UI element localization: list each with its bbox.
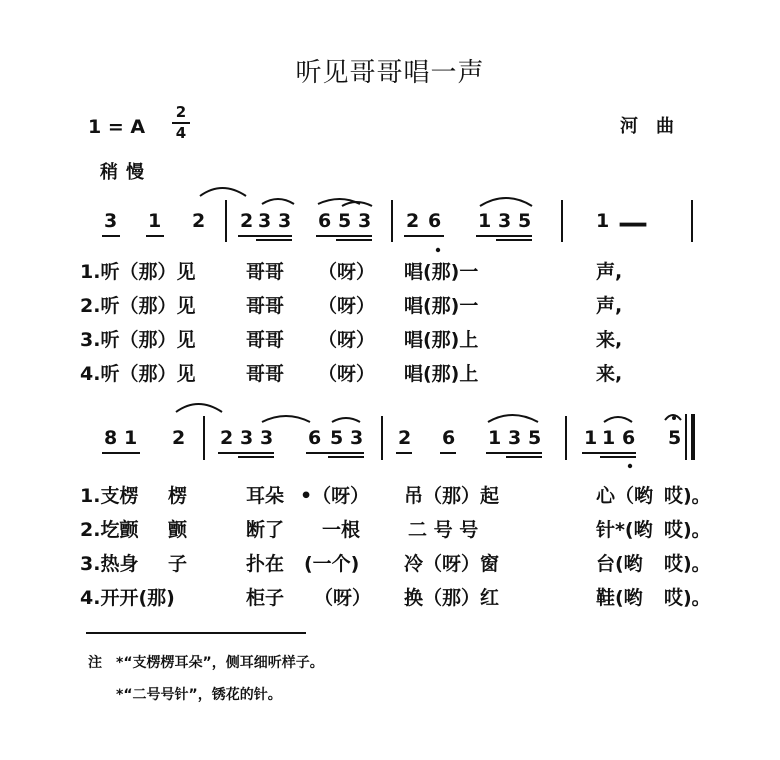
time-signature-bottom: 4 xyxy=(175,124,187,142)
note: 8 xyxy=(104,427,118,449)
lyric-segment: 唱(那)一 xyxy=(404,295,479,317)
lyric-segment: 2.听（那）见 xyxy=(80,295,196,317)
note: 3 xyxy=(104,210,118,232)
lyric-segment: 子 xyxy=(168,553,188,575)
note: 6 xyxy=(622,427,636,449)
note: 3 xyxy=(508,427,522,449)
lyric-segment: 颤 xyxy=(168,519,188,541)
note: 3 xyxy=(240,427,254,449)
lyric-segment: 1.听（那）见 xyxy=(80,261,196,283)
note: 1 xyxy=(148,210,162,232)
note: 3 xyxy=(350,427,364,449)
origin-label: 河曲 xyxy=(620,116,692,137)
lyric-segment: 哎)。 xyxy=(664,485,711,507)
page-title: 听见哥哥唱一声 xyxy=(295,58,485,88)
footnote-rule xyxy=(86,632,306,634)
lyric-segment: 冷（呀）窗 xyxy=(404,553,500,575)
lyric-segment: 耳朵 xyxy=(246,485,285,507)
lyric-segment: 3.热身 xyxy=(80,553,139,575)
lyric-segment: 哎)。 xyxy=(664,587,711,609)
lyric-segment: 唱(那)一 xyxy=(404,261,479,283)
lyric-segment: 哥哥 xyxy=(246,295,285,317)
lyric-segment: （呀） xyxy=(318,363,376,385)
note: 5 xyxy=(518,210,532,232)
lyric-segment: 哥哥 xyxy=(246,329,285,351)
tempo-marking: 稍慢 xyxy=(100,162,152,183)
lyric-segment: 心（哟 xyxy=(596,485,654,507)
note: 3 xyxy=(498,210,512,232)
lyric-segment: 2.圪颤 xyxy=(80,519,139,541)
note: 5 xyxy=(330,427,344,449)
note: 2 xyxy=(406,210,420,232)
lyric-segment: 来, xyxy=(596,363,623,385)
lyric-segment: （呀） xyxy=(318,295,376,317)
lyric-segment: 4.开开(那) xyxy=(80,587,175,609)
lyric-segment: 唱(那)上 xyxy=(404,363,479,385)
lyric-segment: 唱(那)上 xyxy=(404,329,479,351)
lyric-segment: 台(哟 xyxy=(596,553,643,575)
lyric-segment: 哥哥 xyxy=(246,363,285,385)
footnote-item: *“支楞楞耳朵”，侧耳细听样子。 xyxy=(116,655,324,671)
lyric-segment: 1.支楞 xyxy=(80,485,139,507)
note: 5 xyxy=(338,210,352,232)
slur xyxy=(176,404,222,412)
slur xyxy=(488,415,538,422)
slur xyxy=(262,416,310,422)
note: 5 xyxy=(668,427,682,449)
lyric-segment: 3.听（那）见 xyxy=(80,329,196,351)
lyric-segment: 声, xyxy=(596,295,623,317)
note: 5 xyxy=(528,427,542,449)
low-octave-dot xyxy=(628,464,632,468)
key-signature: 1 = A xyxy=(88,116,146,138)
low-octave-dot xyxy=(672,416,676,420)
slur xyxy=(332,418,360,422)
time-signature-top: 2 xyxy=(175,103,187,121)
note: 3 xyxy=(258,210,272,232)
lyric-segment: （呀） xyxy=(318,261,376,283)
lyric-segment: 针*(哟 xyxy=(596,519,653,541)
lyric-segment: （呀） xyxy=(314,587,372,609)
lyric-segment: 换（那）红 xyxy=(404,587,500,609)
lyric-segment: 柜子 xyxy=(246,587,285,609)
note: 3 xyxy=(278,210,292,232)
lyric-segment: 二 号 号 xyxy=(408,519,479,541)
lyric-segment: •（呀） xyxy=(300,485,370,507)
note: 6 xyxy=(308,427,322,449)
note: 1 xyxy=(488,427,502,449)
lyric-segment: （呀） xyxy=(318,329,376,351)
note: 1 xyxy=(584,427,598,449)
note: 2 xyxy=(398,427,412,449)
note: 1 xyxy=(602,427,616,449)
slur xyxy=(262,199,294,204)
low-octave-dot xyxy=(436,248,440,252)
footnote-label: 注 xyxy=(88,655,102,671)
note: 1 xyxy=(478,210,492,232)
lyric-segment: (一个) xyxy=(304,553,360,575)
lyric-segment: 吊（那）起 xyxy=(404,485,500,507)
note: 2 xyxy=(192,210,206,232)
lyric-segment: 声, xyxy=(596,261,623,283)
lyric-segment: 哥哥 xyxy=(246,261,285,283)
lyric-segment: 来, xyxy=(596,329,623,351)
lyric-segment: 鞋(哟 xyxy=(596,587,643,609)
lyric-segment: 哎)。 xyxy=(664,553,711,575)
note: 3 xyxy=(260,427,274,449)
lyric-segment: 断了 xyxy=(246,519,285,541)
lyric-segment: 扑在 xyxy=(246,553,285,575)
note: 1 xyxy=(124,427,138,449)
note: 1 xyxy=(596,210,610,232)
note: 2 xyxy=(220,427,234,449)
slur xyxy=(200,188,246,196)
note: 2 xyxy=(172,427,186,449)
lyric-segment: 楞 xyxy=(168,485,188,507)
slur xyxy=(604,417,632,422)
slur xyxy=(342,202,372,206)
lyric-segment: 4.听（那）见 xyxy=(80,363,196,385)
note: 6 xyxy=(318,210,332,232)
slur xyxy=(480,198,532,206)
note: 6 xyxy=(442,427,456,449)
note: 6 xyxy=(428,210,442,232)
lyric-segment: 哎)。 xyxy=(664,519,711,541)
lyric-segment: 一根 xyxy=(322,519,361,541)
note-dash: — xyxy=(618,206,648,241)
footnote-item: *“二号号针”，锈花的针。 xyxy=(116,687,282,703)
note: 3 xyxy=(358,210,372,232)
note: 2 xyxy=(240,210,254,232)
